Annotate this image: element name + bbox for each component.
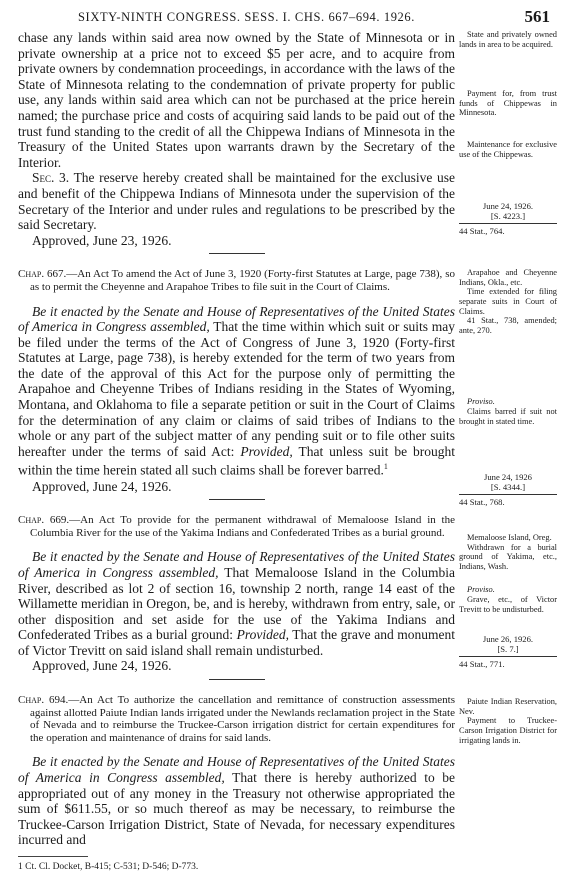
margin-note: Claims barred if suit not brought in stated time. bbox=[459, 406, 557, 426]
chapter-694-date: June 26, 1926. bbox=[482, 634, 534, 645]
chapter-667-statute-citation: 44 Stat., 764. bbox=[459, 226, 505, 237]
main-text-column bbox=[18, 30, 455, 848]
margin-divider bbox=[459, 656, 557, 657]
footnote-rule bbox=[18, 856, 88, 857]
chapter-669-date: June 24, 1926 bbox=[484, 472, 532, 483]
chapter-667-enacting-clause: Be it enacted by the Senate and House of Representatives of the United States of America in Congress assembled, bbox=[18, 303, 455, 335]
margin-divider bbox=[459, 223, 557, 224]
chapter-669-title bbox=[18, 514, 455, 539]
chapter-694-body bbox=[18, 754, 455, 848]
chapter-694-title-text: —An Act To authorize the cancellation and remittance of construction assessments against allotted Paiute Indian lands irrigated under the Newlands reclamation project in the State of Nevada and to reimburse the Truckee-Carson irrigation district for certain expenditures for the operation and maintenance of drains for said lands. bbox=[30, 694, 455, 744]
margin-note: Paiute Indian Reservation, Nev. bbox=[459, 697, 557, 716]
chapter-667-text-1: That the time within which suit or suits may be filed under the terms of the Act of Congress of June 3, 1920 (Forty-first Statutes at Large, page 738), is hereby extended for the term of two years from the date of the approval of this Act for the purpose only of permitting the Arapahoe and Cheyenne Tribes of Indians residing in the States of Wyoming, Montana, and Oklahoma to file a separate petition or suit in the Court of Claims for the determination of any claim or claims of said tribes of Indians to the whole or any part of the subject matter of any pending suit or to file other suits hereafter under the terms of said Act: bbox=[18, 319, 455, 459]
section-3-label: Sec. 3. bbox=[32, 170, 70, 186]
chapter-694-statute-citation: 44 Stat., 771. bbox=[459, 659, 505, 670]
chapter-667-bill-number: [S. 4223.] bbox=[490, 211, 526, 222]
margin-proviso-label: Proviso. bbox=[467, 397, 495, 407]
chapter-669-statute-citation: 44 Stat., 768. bbox=[459, 497, 505, 508]
chapter-667-date: June 24, 1926. bbox=[482, 201, 534, 212]
margin-note: State and privately owned lands in area to be acquired. bbox=[459, 30, 557, 49]
footnote: 1 Ct. Cl. Docket, B-415; C-531; D-546; D-773. bbox=[18, 862, 199, 872]
chapter-667-text-2: That unless suit be brought within the time herein stated all such claims shall be forever barred. bbox=[18, 443, 456, 478]
margin-divider bbox=[459, 494, 557, 495]
chapter-667-title bbox=[18, 268, 455, 293]
running-head: SIXTY-NINTH CONGRESS. SESS. I. CHS. 667–694. 1926. bbox=[78, 10, 415, 24]
section-3 bbox=[18, 170, 455, 232]
chapter-694-enacting-clause: Be it enacted by the Senate and House of Representatives of the United States of America in Congress assembled, bbox=[18, 754, 455, 786]
section-2-continuation: chase any lands within said area now owned by the State of Minnesota or in private ownership at a price not to exceed $5 per acre, and to acquire from private owners by condemnation proceedings, in accordance with the laws of the State of Minnesota relating to the condemnation of private property for public use, any lands within said area which can not be purchased at the price herein named; the purchase price and costs of acquiring said lands to be paid out of the trust fund standing to the credit of all the Chippewa Indians of Minnesota in the Treasury of the United States upon warrants drawn by the Secretary of the Interior. bbox=[18, 30, 455, 170]
chapter-694-text-1: That there is hereby authorized to be appropriated out of any money in the Treasury not otherwise appropriated the sum of $611.55, or so much thereof as may be necessary, to reimburse the Truckee-Carson Irrigation District, State of Nevada, for necessary expenditures incurred and bbox=[18, 770, 455, 848]
chapter-669-bill-number: [S. 4344.] bbox=[490, 482, 526, 493]
margin-proviso-label: Proviso. bbox=[467, 585, 495, 595]
margin-note: Time extended for filing separate suits in Court of Claims. bbox=[459, 287, 557, 316]
chapter-669-provided: Provided, bbox=[236, 627, 289, 643]
chapter-667-body bbox=[18, 304, 455, 479]
margin-note: Payment to Truckee-Carson Irrigation District for irrigating lands in. bbox=[459, 716, 557, 745]
chapter-669-text-1: That Memaloose Island in the Columbia River, described as lot 2 of section 16, township 2 north, range 14 east of the Willamette meridian in Oregon, be, and is hereby, withdrawn from entry, sale, or other disposition and set aside for the use of the Yakima Indians and Confederated Tribes as a burial ground: bbox=[18, 564, 455, 643]
approved-date-1: Approved, June 23, 1926. bbox=[32, 232, 172, 248]
footnote-reference: 1 bbox=[383, 462, 388, 472]
chapter-694-title bbox=[18, 694, 455, 744]
approved-date-2: Approved, June 24, 1926. bbox=[32, 478, 172, 494]
chapter-669-label: Chap. 669. bbox=[18, 514, 70, 527]
margin-note: Grave, etc., of Victor Trevitt to be undisturbed. bbox=[459, 595, 557, 614]
margin-note: Arapahoe and Cheyenne Indians, Okla., etc. bbox=[459, 268, 557, 287]
chapter-669-text-2: That the grave and monument of Victor Trevitt on said island shall remain undisturbed. bbox=[18, 627, 455, 658]
chapter-667-title-text: —An Act To amend the Act of June 3, 1920 (Forty-first Statutes at Large, page 738), so as to permit the Cheyenne and Arapahoe Tribes to file suit in the Court of Claims. bbox=[30, 268, 455, 293]
margin-note: Maintenance for exclusive use of the Chippewas. bbox=[459, 139, 557, 159]
approved-date-3: Approved, June 24, 1926. bbox=[32, 658, 172, 674]
margin-note: Payment for, from trust funds of Chippewas in Minnesota. bbox=[459, 89, 557, 118]
chapter-694-bill-number: [S. 7.] bbox=[497, 644, 519, 655]
chapter-669-enacting-clause: Be it enacted by the Senate and House of Representatives of the United States of America in Congress assembled, bbox=[18, 549, 455, 580]
section-3-text: The reserve hereby created shall be maintained for the exclusive use and benefit of the Chippewa Indians of Minnesota under the supervision of the Secretary of the Interior and under rules and regulations to be prescribed by the said Secretary. bbox=[18, 170, 455, 233]
margin-note: 41 Stat., 738, amended; ante, 270. bbox=[459, 316, 557, 335]
chapter-669-title-text: —An Act To provide for the permanent withdrawal of Memaloose Island in the Columbia River for the use of the Yakima Indians and Confederated Tribes as a burial ground. bbox=[30, 514, 455, 539]
chapter-669-body bbox=[18, 549, 455, 658]
page-header bbox=[0, 4, 562, 26]
chapter-694-label: Chap. 694. bbox=[18, 694, 69, 707]
page-number: 561 bbox=[524, 7, 550, 26]
chapter-667-label: Chap. 667. bbox=[18, 268, 67, 281]
chapter-667-provided: Provided, bbox=[240, 443, 293, 459]
margin-note: Withdrawn for a burial ground of Yakima, etc., Indians, Wash. bbox=[459, 542, 557, 571]
margin-note: Memaloose Island, Oreg. bbox=[467, 533, 552, 543]
margin-notes-column bbox=[459, 30, 557, 745]
